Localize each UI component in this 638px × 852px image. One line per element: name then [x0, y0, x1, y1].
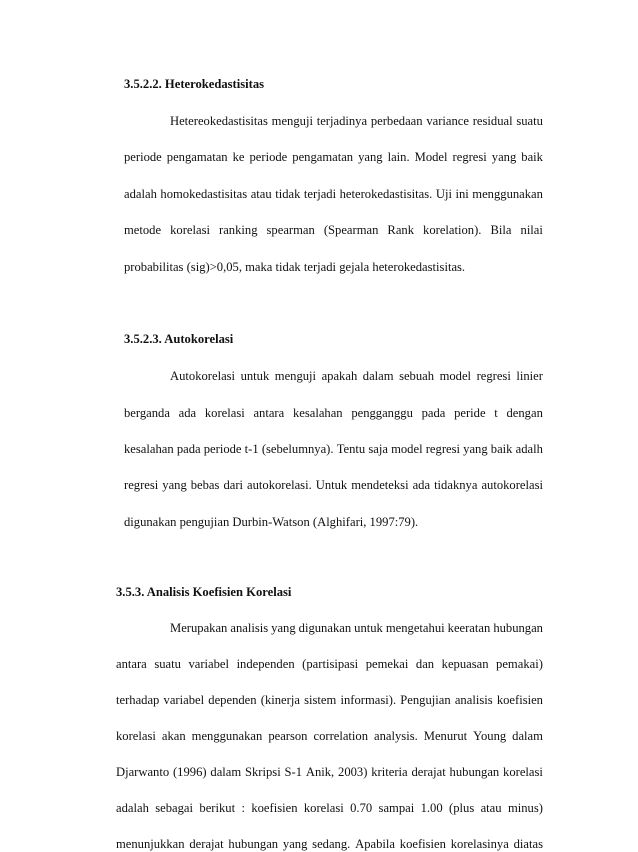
word: sebagai — [155, 801, 194, 815]
word: Djarwanto — [116, 765, 170, 779]
paragraph-line — [116, 656, 543, 672]
word: Model — [414, 150, 448, 164]
word: 1.00 — [420, 801, 443, 815]
word: correlation — [313, 729, 369, 743]
word: koefisien — [251, 801, 298, 815]
paragraph-line — [116, 728, 543, 744]
word: koefisien — [496, 693, 543, 707]
word: korelasi — [116, 729, 156, 743]
word: diatas — [513, 837, 543, 851]
paragraph-line: probabilitas (sig)>0,05, maka tidak terjadi gejala heterokedastisitas. — [124, 260, 466, 274]
word: suatu — [154, 657, 181, 671]
word: sedang. — [312, 837, 351, 851]
word: Merupakan — [170, 621, 228, 635]
word: Uji — [435, 187, 452, 201]
word: baik — [490, 442, 513, 456]
word: tidak — [275, 187, 301, 201]
word: Rank — [387, 223, 415, 237]
word: korelasi — [503, 765, 543, 779]
word: saja — [368, 442, 388, 456]
word: mendeteksi — [351, 478, 409, 492]
word: metode — [124, 223, 162, 237]
word: (Spearman — [323, 223, 379, 237]
word: kriteria — [371, 765, 408, 779]
word: derajat — [189, 837, 224, 851]
word: korelation). — [423, 223, 482, 237]
word: hubungan — [228, 837, 279, 851]
paragraph-line — [124, 477, 543, 493]
word: Young — [473, 729, 507, 743]
word: adalh — [515, 442, 543, 456]
paragraph-line — [116, 692, 543, 708]
paragraph-line — [124, 441, 543, 457]
word: dari — [223, 478, 244, 492]
word: spearman — [266, 223, 315, 237]
paragraph-line — [124, 405, 543, 421]
word: regresi — [452, 150, 487, 164]
word: terhadap — [116, 693, 160, 707]
word: antara — [116, 657, 147, 671]
word: pada — [176, 442, 201, 456]
word: Apabila — [355, 837, 395, 851]
paragraph-line — [124, 186, 543, 202]
word: S-1 — [284, 765, 303, 779]
word: pengganggu — [351, 406, 413, 420]
word: analisis — [454, 693, 493, 707]
paragraph-line — [170, 620, 543, 636]
word: antara — [253, 406, 285, 420]
word: linier — [516, 369, 543, 383]
word: Tentu — [336, 442, 366, 456]
word: 2003) — [338, 765, 368, 779]
word: yang — [282, 837, 308, 851]
word: variabel — [163, 693, 205, 707]
word: dalam — [362, 369, 394, 383]
paragraph-line — [124, 149, 543, 165]
word: (partisipasi — [302, 657, 359, 671]
word: model — [391, 442, 423, 456]
word: informasi). — [340, 693, 397, 707]
word: tidaknya — [434, 478, 478, 492]
word: ada — [178, 406, 197, 420]
word: ada — [412, 478, 431, 492]
word: analisis — [230, 621, 269, 635]
word: peride — [454, 406, 486, 420]
word: yang — [491, 150, 517, 164]
word: menguji — [271, 114, 313, 128]
word: periode — [249, 150, 288, 164]
paragraph-line — [124, 222, 543, 238]
word: yang — [358, 150, 383, 164]
word: Hetereokedastisitas — [170, 114, 268, 128]
word: t-1 — [244, 442, 259, 456]
word: korelasi — [303, 801, 344, 815]
word: yang — [463, 442, 488, 456]
word: 0.70 — [350, 801, 373, 815]
word: independen — [236, 657, 295, 671]
word: korelasi — [204, 406, 245, 420]
word: atau — [250, 187, 272, 201]
word: perbedaan — [370, 114, 423, 128]
word: dependen — [208, 693, 257, 707]
word: adalah — [124, 187, 157, 201]
word: regresi — [476, 369, 511, 383]
word: terjadinya — [316, 114, 368, 128]
word: digunakan — [298, 621, 352, 635]
word: variance — [426, 114, 469, 128]
paragraph-line — [116, 836, 543, 852]
word: Pengujian — [400, 693, 451, 707]
word: menunjukkan — [116, 837, 185, 851]
word: kesalahan — [292, 406, 343, 420]
word: lain. — [387, 150, 410, 164]
word: autokorelasi — [481, 478, 543, 492]
word: untuk — [354, 621, 383, 635]
word: : — [241, 801, 245, 815]
word: derajat — [411, 765, 446, 779]
word: pemakai) — [496, 657, 543, 671]
word: koefisien — [399, 837, 446, 851]
word: residual — [472, 114, 513, 128]
word: analysis. — [374, 729, 418, 743]
word: (kinerja — [260, 693, 300, 707]
word: keeratan — [447, 621, 491, 635]
word: regresi — [425, 442, 460, 456]
word: periode — [124, 150, 162, 164]
word: t — [494, 406, 498, 420]
word: Bila — [490, 223, 512, 237]
section-heading-heterokedastisitas: 3.5.2.2. Heterokedastisitas — [124, 77, 265, 91]
word: variabel — [188, 657, 230, 671]
word: atau — [480, 801, 502, 815]
word: adalah — [116, 801, 149, 815]
paragraph-line: digunakan pengujian Durbin-Watson (Alghifari, 1997:79). — [124, 515, 419, 529]
section-heading-autokorelasi: 3.5.2.3. Autokorelasi — [124, 332, 234, 346]
word: Menurut — [423, 729, 468, 743]
paragraph-line — [116, 764, 543, 780]
word: minus) — [507, 801, 543, 815]
word: autokorelasi. — [247, 478, 312, 492]
word: suatu — [516, 114, 543, 128]
word: Autokorelasi — [170, 369, 236, 383]
word: dalam — [512, 729, 543, 743]
section-heading-analisis-koefisien-korelasi: 3.5.3. Analisis Koefisien Korelasi — [116, 585, 292, 599]
paragraph-line — [116, 800, 543, 816]
word: pada — [421, 406, 446, 420]
word: ranking — [219, 223, 258, 237]
word: korelasi — [170, 223, 210, 237]
word: pearson — [268, 729, 308, 743]
word: regresi — [124, 478, 159, 492]
word: baik — [521, 150, 543, 164]
word: sebuah — [399, 369, 435, 383]
paragraph-line — [170, 113, 543, 129]
word: kepuasan — [441, 657, 489, 671]
word: (plus — [449, 801, 475, 815]
word: yang — [162, 478, 187, 492]
word: dalam — [210, 765, 242, 779]
word: bebas — [190, 478, 220, 492]
word: dengan — [506, 406, 543, 420]
word: heterokedastisitas. — [339, 187, 433, 201]
word: model — [439, 369, 472, 383]
word: kesalahan — [124, 442, 174, 456]
word: korelasinya — [450, 837, 509, 851]
word: pengamatan — [166, 150, 228, 164]
word: dan — [415, 657, 435, 671]
word: (1996) — [172, 765, 207, 779]
word: Skripsi — [245, 765, 281, 779]
word: terjadi — [303, 187, 337, 201]
word: ke — [232, 150, 245, 164]
word: ini — [455, 187, 469, 201]
word: Untuk — [315, 478, 348, 492]
word: (sebelumnya). — [261, 442, 334, 456]
word: hubungan — [493, 621, 543, 635]
word: menggunakan — [472, 187, 543, 201]
word: menggunakan — [191, 729, 263, 743]
word: periode — [203, 442, 242, 456]
word: pengamatan — [292, 150, 354, 164]
word: apakah — [321, 369, 358, 383]
word: berikut — [199, 801, 236, 815]
word: mengetahui — [385, 621, 445, 635]
word: akan — [161, 729, 186, 743]
word: sampai — [378, 801, 415, 815]
word: hubungan — [449, 765, 500, 779]
word: yang — [271, 621, 296, 635]
word: berganda — [124, 406, 170, 420]
word: homokedastisitas — [160, 187, 248, 201]
paragraph-line — [170, 368, 543, 384]
word: untuk — [240, 369, 270, 383]
word: menguji — [274, 369, 317, 383]
word: Anik, — [305, 765, 335, 779]
word: sistem — [304, 693, 337, 707]
word: nilai — [520, 223, 543, 237]
word: pemekai — [365, 657, 409, 671]
